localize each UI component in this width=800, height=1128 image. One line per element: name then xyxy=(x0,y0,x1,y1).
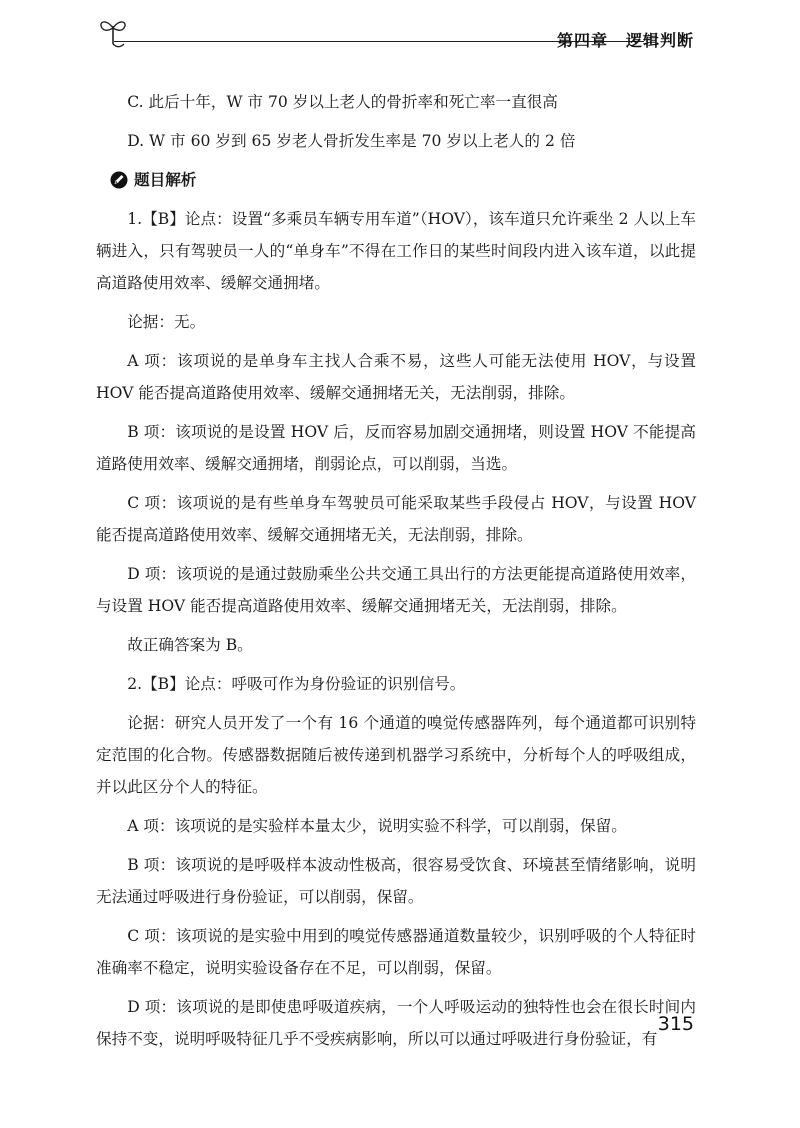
paragraph: A 项：该项说的是单身车主找人合乘不易，这些人可能无法使用 HOV，与设置 HOV 能否提高道路使用效率、缓解交通拥堵无关，无法削弱，排除。 xyxy=(96,352,696,402)
option-c: C. 此后十年，W 市 70 岁以上老人的骨折率和死亡率一直很高 xyxy=(127,93,558,111)
page-number: 315 xyxy=(657,1013,694,1035)
page-body xyxy=(96,86,696,1062)
analysis-heading xyxy=(96,164,696,196)
paragraph: B 项：该项说的是设置 HOV 后，反而容易加剧交通拥堵，则设置 HOV 不能提高道路使用效率、缓解交通拥堵，削弱论点，可以削弱，当选。 xyxy=(96,423,696,473)
header-title xyxy=(557,28,694,51)
analysis-title: 题目解析 xyxy=(134,171,197,189)
paragraph: B 项：该项说的是呼吸样本波动性极高，很容易受饮食、环境甚至情绪影响，说明无法通过呼吸进行身份验证，可以削弱，保留。 xyxy=(96,856,696,906)
paragraph: 故正确答案为 B。 xyxy=(127,636,253,654)
paragraph: 2.【B】论点：呼吸可作为身份验证的识别信号。 xyxy=(127,675,466,693)
chapter-label: 第四章 xyxy=(556,31,608,50)
pencil-badge-icon xyxy=(110,171,128,189)
paragraph: D 项：该项说的是通过鼓励乘坐公共交通工具出行的方法更能提高道路使用效率，与设置 HOV 能否提高道路使用效率、缓解交通拥堵无关，无法削弱，排除。 xyxy=(96,565,696,615)
paragraph: A 项：该项说的是实验样本量太少，说明实验不科学，可以削弱，保留。 xyxy=(127,817,627,835)
leaf-ornament-icon xyxy=(96,14,130,50)
page-header xyxy=(96,14,696,54)
option-d: D. W 市 60 岁到 65 岁老人骨折发生率是 70 岁以上老人的 2 倍 xyxy=(127,132,576,150)
paragraph: C 项：该项说的是有些单身车驾驶员可能采取某些手段侵占 HOV，与设置 HOV 能否提高道路使用效率、缓解交通拥堵无关，无法削弱，排除。 xyxy=(96,494,696,544)
paragraph: 论据：研究人员开发了一个有 16 个通道的嗅觉传感器阵列，每个通道都可识别特定范围的化合物。传感器数据随后被传递到机器学习系统中，分析每个人的呼吸组成，并以此区分个人的特征。 xyxy=(96,714,696,796)
paragraph: 1.【B】论点：设置“多乘员车辆专用车道”（HOV），该车道只允许乘坐 2 人以上车辆进入，只有驾驶员一人的“单身车”不得在工作日的某些时间段内进入该车道，以此提高道路使用效率、缓解交通拥堵。 xyxy=(96,210,696,292)
chapter-title: 逻辑判断 xyxy=(625,31,694,50)
paragraph: 论据：无。 xyxy=(127,313,206,331)
paragraph: C 项：该项说的是实验中用到的嗅觉传感器通道数量较少，识别呼吸的个人特征时准确率不稳定，说明实验设备存在不足，可以削弱，保留。 xyxy=(96,927,696,977)
paragraph: D 项：该项说的是即使患呼吸道疾病，一个人呼吸运动的独特性也会在很长时间内保持不变，说明呼吸特征几乎不受疾病影响，所以可以通过呼吸进行身份验证，有 xyxy=(96,998,696,1048)
